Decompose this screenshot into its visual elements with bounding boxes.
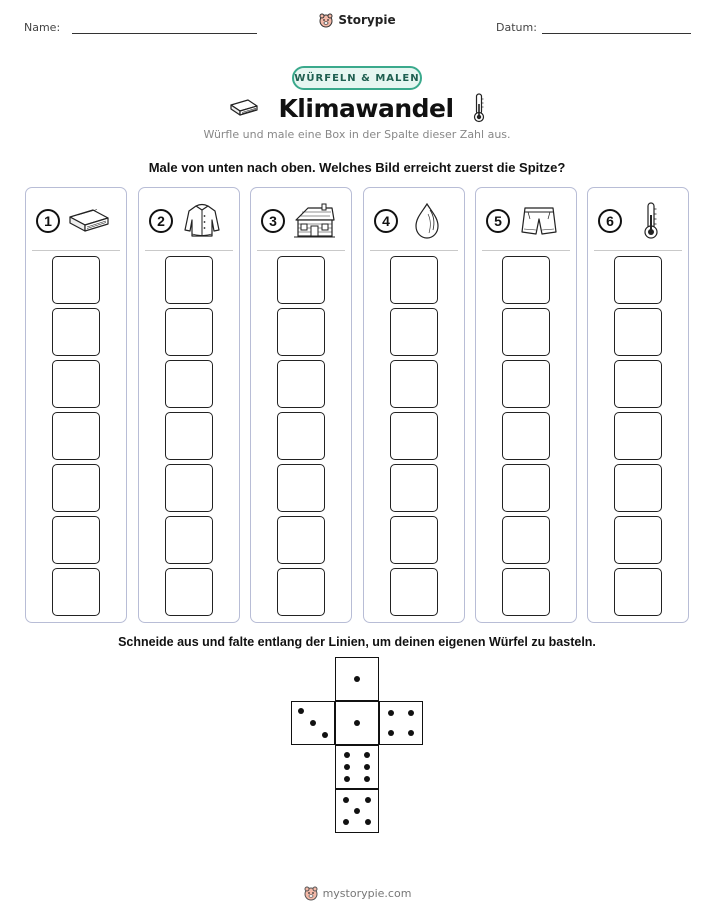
color-box[interactable] [277, 308, 325, 356]
color-box[interactable] [52, 256, 100, 304]
dice-face-6 [335, 745, 379, 789]
dice-pip [343, 819, 349, 825]
dice-pip [365, 797, 371, 803]
dice-face-1 [335, 701, 379, 745]
color-box[interactable] [277, 412, 325, 460]
cut-instruction: Schneide aus und falte entlang der Linien, um deinen eigenen Würfel zu basteln. [118, 635, 596, 649]
color-box[interactable] [614, 568, 662, 616]
page-title: Klimawandel [278, 93, 454, 123]
thermometer-icon [641, 201, 661, 241]
dice-pip [343, 797, 349, 803]
column-3 [250, 187, 352, 623]
color-box[interactable] [165, 256, 213, 304]
color-box[interactable] [390, 568, 438, 616]
dice-pip [344, 752, 350, 758]
color-box[interactable] [614, 256, 662, 304]
dice-pip [354, 720, 360, 726]
activity-badge: WÜRFELN & MALEN [292, 66, 422, 90]
color-box[interactable] [277, 256, 325, 304]
brand-name: Storypie [338, 13, 396, 27]
box-stack [277, 256, 325, 620]
color-box[interactable] [52, 464, 100, 512]
column-number: 6 [598, 209, 622, 233]
box-stack [165, 256, 213, 620]
dice-face-1 [335, 657, 379, 701]
color-box[interactable] [165, 360, 213, 408]
color-box[interactable] [52, 412, 100, 460]
dice-pip [354, 676, 360, 682]
color-box[interactable] [614, 308, 662, 356]
footer-url[interactable]: mystorypie.com [322, 886, 412, 900]
color-box[interactable] [502, 464, 550, 512]
color-box[interactable] [614, 412, 662, 460]
box-stack [614, 256, 662, 620]
color-box[interactable] [52, 568, 100, 616]
column-1 [25, 187, 127, 623]
color-box[interactable] [502, 516, 550, 564]
column-6 [587, 187, 689, 623]
dice-face-4 [379, 701, 423, 745]
dice-pip [364, 752, 370, 758]
dice-pip [364, 776, 370, 782]
color-box[interactable] [502, 360, 550, 408]
color-box[interactable] [52, 308, 100, 356]
dice-pip [388, 730, 394, 736]
column-number: 1 [36, 209, 60, 233]
dice-pip [322, 732, 328, 738]
column-header [374, 200, 458, 242]
dice-pip [310, 720, 316, 726]
storypie-mascot-icon [303, 885, 319, 901]
dice-pip [364, 764, 370, 770]
color-box[interactable] [165, 308, 213, 356]
column-2 [138, 187, 240, 623]
color-box[interactable] [390, 256, 438, 304]
title-row [0, 92, 714, 124]
subtitle: Würfle und male eine Box in der Spalte dieser Zahl aus. [203, 128, 511, 141]
footer [0, 885, 714, 901]
column-header [261, 200, 345, 242]
column-number: 5 [486, 209, 510, 233]
column-divider [145, 250, 233, 251]
box-stack [52, 256, 100, 620]
dice-pip [298, 708, 304, 714]
color-box[interactable] [502, 412, 550, 460]
thermometer-icon [472, 92, 486, 124]
dice-pip [344, 776, 350, 782]
winter-coat-icon [182, 202, 222, 240]
color-box[interactable] [502, 308, 550, 356]
column-5 [475, 187, 577, 623]
color-box[interactable] [277, 568, 325, 616]
color-box[interactable] [614, 360, 662, 408]
date-label: Datum: [496, 21, 537, 34]
instruction: Male von unten nach oben. Welches Bild erreicht zuerst die Spitze? [148, 160, 566, 175]
column-number: 3 [261, 209, 285, 233]
color-box[interactable] [502, 256, 550, 304]
column-divider [594, 250, 682, 251]
color-box[interactable] [165, 464, 213, 512]
dice-face-5 [335, 789, 379, 833]
color-box[interactable] [52, 360, 100, 408]
color-box[interactable] [502, 568, 550, 616]
name-label: Name: [24, 21, 61, 34]
column-number: 2 [149, 209, 173, 233]
color-box[interactable] [277, 516, 325, 564]
color-box[interactable] [277, 360, 325, 408]
dice-face-3 [291, 701, 335, 745]
dice-pip [388, 710, 394, 716]
house-icon [292, 202, 336, 240]
dice-pip [408, 730, 414, 736]
column-divider [257, 250, 345, 251]
column-header [36, 200, 120, 242]
column-divider [482, 250, 570, 251]
color-box[interactable] [165, 568, 213, 616]
column-divider [32, 250, 120, 251]
dice-pip [408, 710, 414, 716]
color-box[interactable] [390, 464, 438, 512]
column-divider [370, 250, 458, 251]
color-box[interactable] [165, 412, 213, 460]
color-box[interactable] [390, 516, 438, 564]
name-line[interactable] [72, 33, 257, 34]
column-header [486, 200, 570, 242]
color-box[interactable] [390, 412, 438, 460]
column-header [149, 200, 233, 242]
storypie-mascot-icon [318, 12, 334, 28]
color-box[interactable] [165, 516, 213, 564]
dice-pip [344, 764, 350, 770]
column-4 [363, 187, 465, 623]
color-box[interactable] [277, 464, 325, 512]
color-box[interactable] [390, 360, 438, 408]
color-box[interactable] [614, 464, 662, 512]
dice-pip [365, 819, 371, 825]
shorts-icon [519, 204, 559, 238]
column-number: 4 [374, 209, 398, 233]
color-box[interactable] [52, 516, 100, 564]
raindrop-icon [412, 202, 442, 240]
color-box[interactable] [390, 308, 438, 356]
date-line[interactable] [542, 33, 691, 34]
book-icon [228, 97, 260, 119]
box-stack [502, 256, 550, 620]
brand-logo [0, 12, 714, 28]
dice-pip [354, 808, 360, 814]
box-stack [390, 256, 438, 620]
column-header [598, 200, 682, 242]
book-icon [67, 206, 111, 236]
color-box[interactable] [614, 516, 662, 564]
